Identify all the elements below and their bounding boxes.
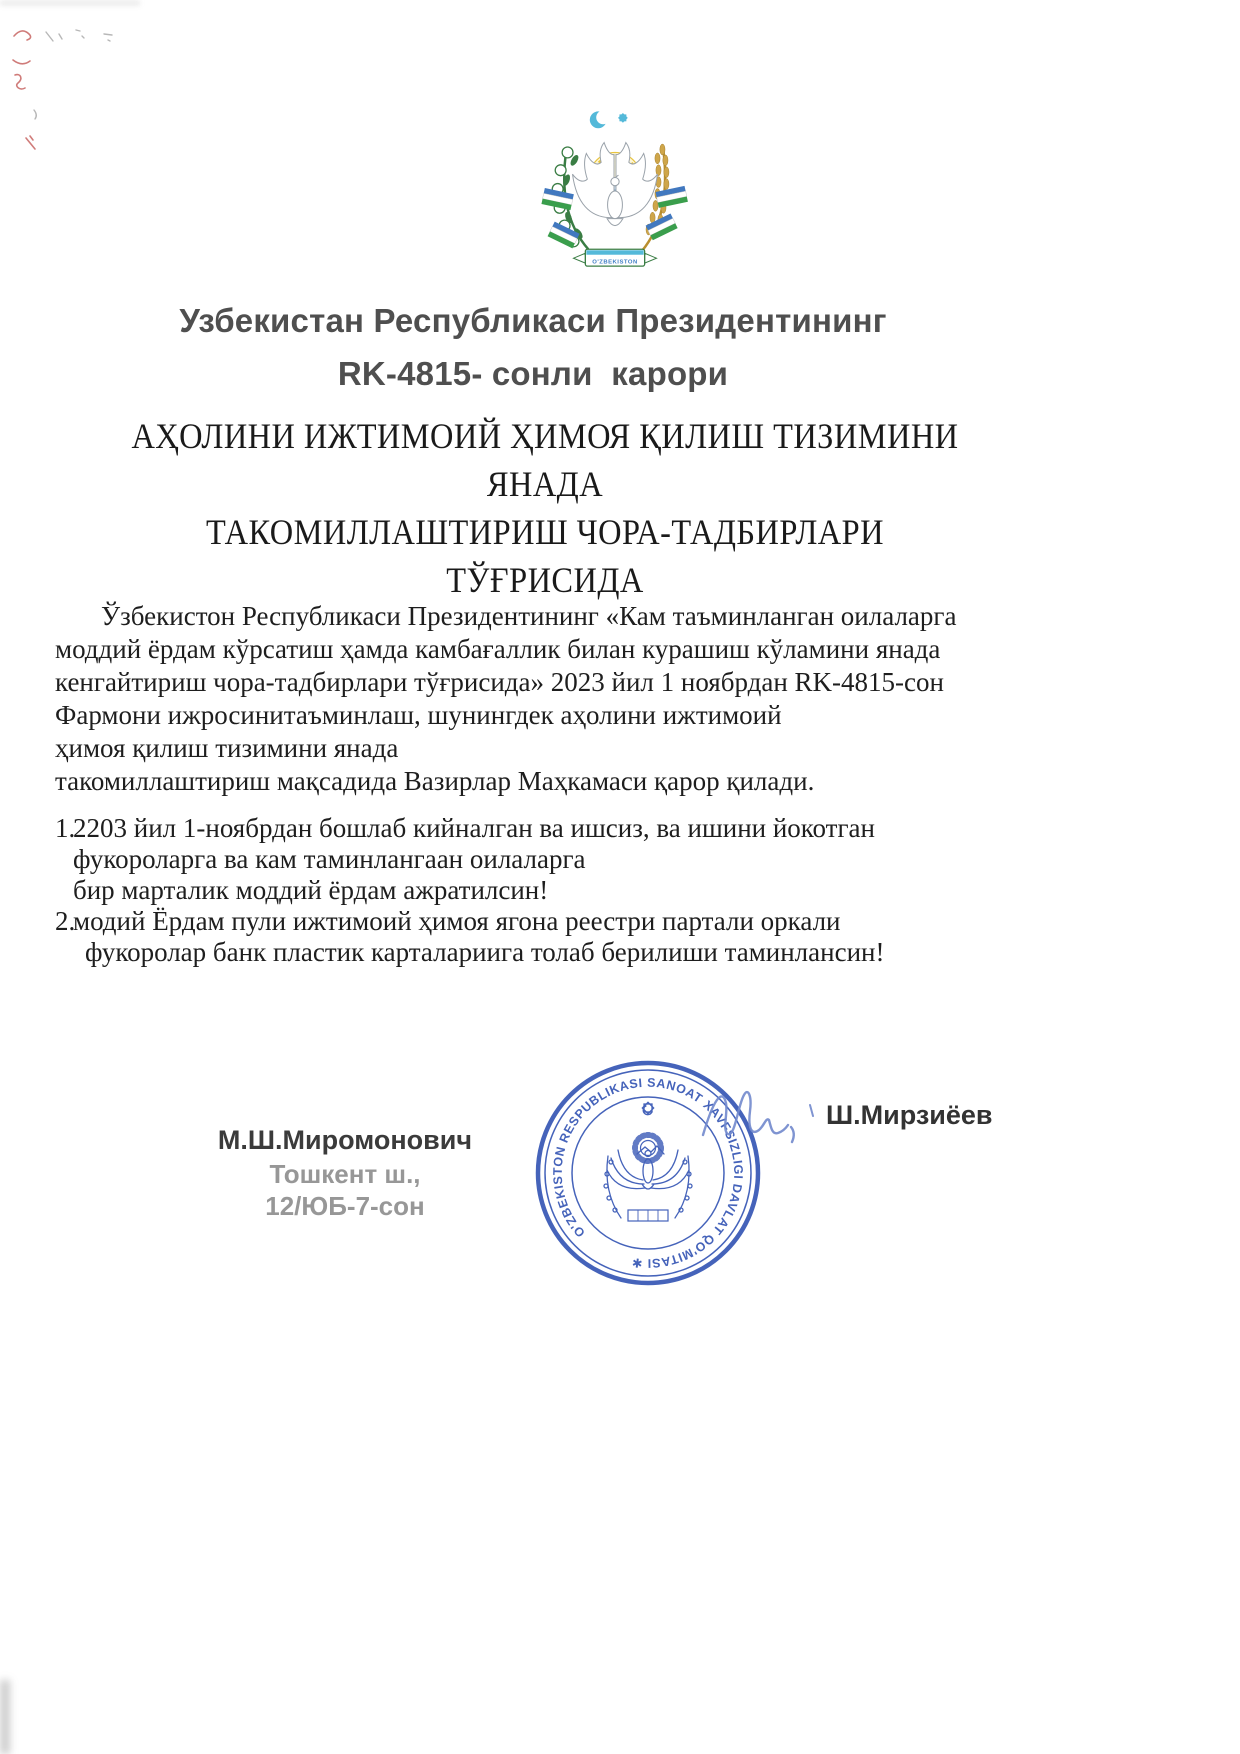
item-number: 2. <box>55 906 76 936</box>
uzbekistan-state-emblem-icon <box>531 103 699 277</box>
title-line-1: Узбекистан Республикаси Президентининг <box>179 302 887 339</box>
decree-preamble <box>55 600 1030 798</box>
preamble-line: такомиллаштириш мақсадида Вазирлар Маҳкамаси қарор қилади. <box>55 766 815 796</box>
preamble-line: моддий ёрдам кўрсатиш ҳамда камбағаллик билан курашиш кўламини янада <box>55 634 941 664</box>
left-signature-block <box>210 1122 480 1222</box>
heading-line-2: ТАКОМИЛЛАШТИРИШ ЧОРА-ТАДБИРЛАРИ ТЎҒРИСИДА <box>206 512 884 600</box>
preamble-line: кенгайтириш чора-тадбирлари тўғрисида» 2023 йил 1 ноябрдан RK-4815-сон <box>55 667 944 697</box>
document-title <box>55 294 1011 400</box>
preamble-line: ҳимоя қилиш тизимини янада <box>55 733 399 763</box>
scan-top-smudge <box>0 0 140 6</box>
decree-item-1 <box>55 813 1030 906</box>
item-line: фукороларга ва кам таминлангаан оилаларга <box>73 844 586 874</box>
stamp-ring-text: O'ZBEKISTON RESPUBLIKASI SANOAT XAVFSIZLIGI DAVLAT QO'MITASI ✱ <box>550 1075 746 1271</box>
heading-line-1: АҲОЛИНИ ИЖТИМОИЙ ҲИМОЯ ҚИЛИШ ТИЗИМИНИ ЯНАДА <box>131 416 959 504</box>
preamble-line: Фармони ижросинитаъминлаш, шунингдек аҳолини ижтимоий <box>55 700 782 730</box>
decree-item-2 <box>55 906 1030 968</box>
decree-heading <box>104 412 986 604</box>
title-line-2: RK-4815- сонли карори <box>337 355 729 392</box>
item-line: фукоролар банк пластик карталариига толаб берилиши таминлансин! <box>85 937 885 967</box>
item-line: модий Ёрдам пули ижтимоий ҳимоя ягона реестри партали оркали <box>73 906 841 936</box>
scan-pen-marks-icon <box>4 20 134 165</box>
preamble-line: Ўзбекистон Республикаси Президентининг «Кам таъминланган оилаларга <box>101 601 957 631</box>
document-ref-number: 12/ЮБ-7-сон <box>265 1191 425 1221</box>
item-line: бир марталик моддий ёрдам ажратилсин! <box>73 875 549 905</box>
signer-city: Тошкент ш., <box>269 1159 421 1189</box>
signer-name: М.Ш.Миромонович <box>217 1125 473 1155</box>
president-name: Ш.Мирзиёев <box>826 1100 993 1130</box>
scan-edge-shadow <box>0 0 7 1754</box>
handwritten-signature-icon <box>658 1083 823 1153</box>
emblem-banner-text: O'ZBEKISTON <box>592 259 638 266</box>
item-line: 2203 йил 1-ноябрдан бошлаб кийналган ва ишсиз, ва ишини йокотган <box>73 813 875 843</box>
scan-corner-smudge <box>0 1680 10 1754</box>
item-number: 1. <box>55 813 76 843</box>
decree-items <box>55 813 1030 968</box>
